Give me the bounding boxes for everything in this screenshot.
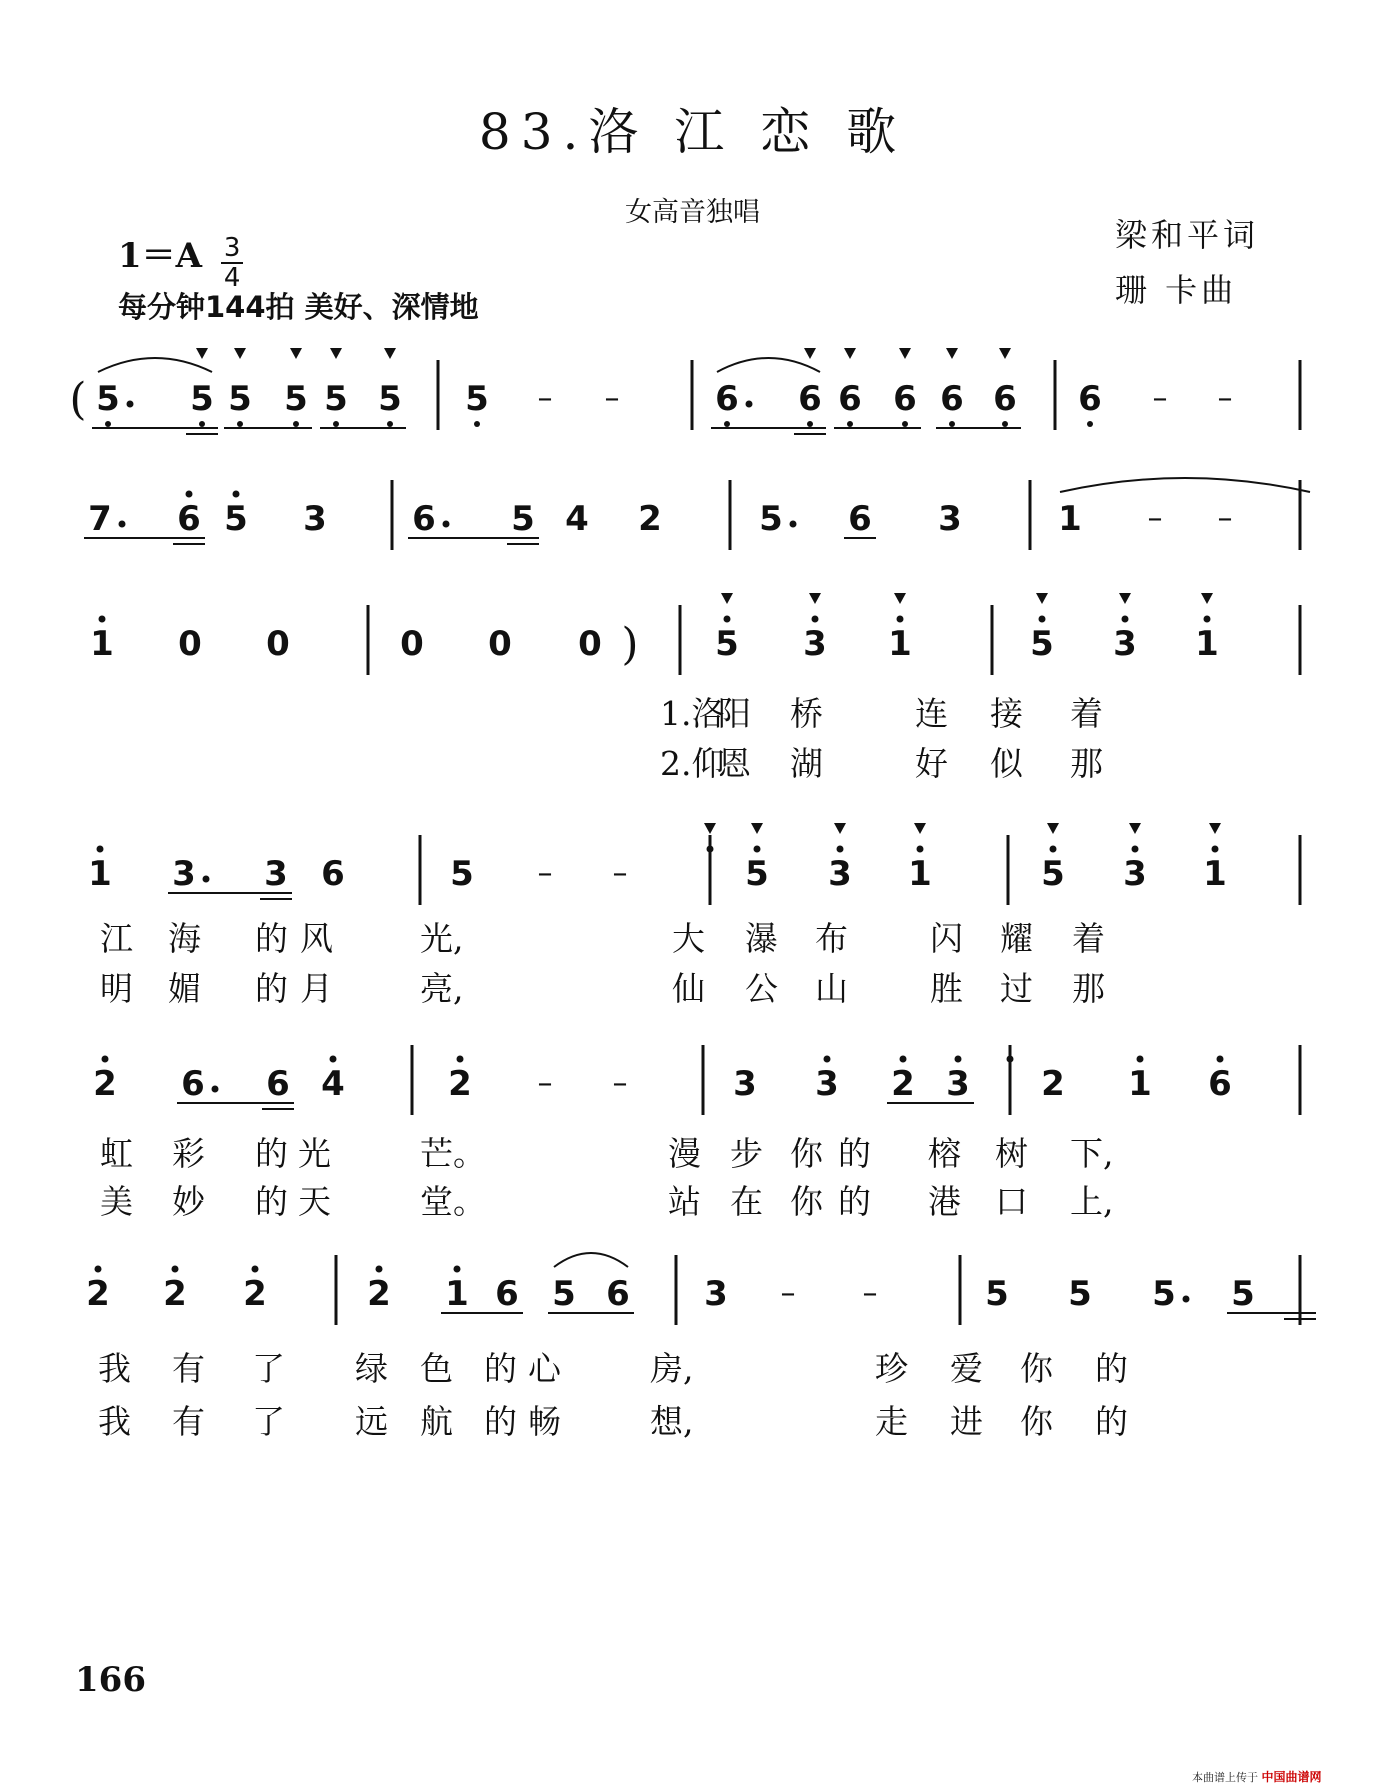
lyric-syllable: 漫 xyxy=(668,1134,701,1173)
octave-dot-high xyxy=(1217,1056,1224,1063)
bracket: ) xyxy=(621,619,639,670)
note: 6 xyxy=(266,1064,290,1104)
note: 2 xyxy=(243,1274,267,1314)
note: 1 xyxy=(1128,1064,1152,1104)
note: 0 xyxy=(400,624,424,664)
page-number: 166 xyxy=(75,1660,146,1700)
slur xyxy=(717,358,820,372)
lyric-syllable: 明 xyxy=(100,969,133,1008)
lyric-syllable: 的 xyxy=(484,1402,517,1441)
octave-dot-high xyxy=(99,616,106,623)
lyric-syllable: 的 xyxy=(838,1134,871,1173)
note: 2 xyxy=(93,1064,117,1104)
note: 6 xyxy=(606,1274,630,1314)
octave-dot-high xyxy=(754,846,761,853)
lyric-syllable: 桥 xyxy=(790,694,823,733)
lyric-syllable: 那 xyxy=(1070,744,1103,783)
lyric-syllable: 绿 xyxy=(355,1349,388,1388)
lyric-syllable: 仙 xyxy=(672,969,705,1008)
lyric-syllable: 珍 xyxy=(875,1349,908,1388)
note: 3 xyxy=(1113,624,1137,664)
accent-mark xyxy=(234,348,246,359)
octave-dot-low xyxy=(1087,421,1093,427)
octave-dot-low xyxy=(474,421,480,427)
accent-mark xyxy=(290,348,302,359)
extension-dash: – xyxy=(1217,501,1233,536)
accent-mark xyxy=(946,348,958,359)
accent-mark xyxy=(899,348,911,359)
note: 5 xyxy=(284,379,308,419)
note: 6 xyxy=(321,854,345,894)
octave-dot-low xyxy=(105,421,111,427)
extension-dash: – xyxy=(537,1066,553,1101)
accent-mark xyxy=(330,348,342,359)
note: 2 xyxy=(1041,1064,1065,1104)
note: 5 xyxy=(1068,1274,1092,1314)
lyric-syllable: 你 xyxy=(1020,1402,1053,1441)
tempo-marking: 每分钟144拍 美好、深情地 xyxy=(118,290,479,324)
octave-dot-low xyxy=(237,421,243,427)
lyric-syllable: 的 xyxy=(255,919,288,958)
lyric-syllable: 连 xyxy=(915,694,948,733)
note: 0 xyxy=(488,624,512,664)
accent-mark xyxy=(1129,823,1141,834)
lyric-syllable: 光 xyxy=(298,1134,331,1173)
note: 6 xyxy=(412,499,436,539)
site-name: 中国曲谱网 xyxy=(1261,1770,1322,1784)
lyric-syllable: 的 xyxy=(838,1182,871,1221)
lyric-syllable: 你 xyxy=(790,1182,823,1221)
lyric-syllable: 走 xyxy=(875,1402,908,1441)
extension-dash: – xyxy=(612,856,628,891)
performance-subtitle: 女高音独唱 xyxy=(625,197,760,228)
note: 5 xyxy=(96,379,120,419)
note: 5 xyxy=(511,499,535,539)
lyric-syllable: 风 xyxy=(300,919,333,958)
accent-mark xyxy=(1047,823,1059,834)
note: 5 xyxy=(552,1274,576,1314)
note: 5 xyxy=(745,854,769,894)
lyric-syllable: 美 xyxy=(100,1182,133,1221)
note: 2 xyxy=(367,1274,391,1314)
note: 4 xyxy=(321,1064,345,1104)
lyric-syllable: 亮, xyxy=(420,969,464,1008)
accent-mark xyxy=(1036,593,1048,604)
note: 0 xyxy=(178,624,202,664)
note: 3 xyxy=(1123,854,1147,894)
lyric-syllable: 航 xyxy=(420,1402,453,1441)
accent-mark xyxy=(704,823,716,834)
lyric-syllable: 有 xyxy=(172,1402,205,1441)
note: 7 xyxy=(88,499,112,539)
note: 6 xyxy=(848,499,872,539)
accent-mark xyxy=(844,348,856,359)
accent-mark xyxy=(1201,593,1213,604)
octave-dot-high xyxy=(897,616,904,623)
octave-dot-high xyxy=(172,1266,179,1273)
octave-dot-high xyxy=(252,1266,259,1273)
lyric-syllable: 色 xyxy=(420,1349,453,1388)
note: 3 xyxy=(704,1274,728,1314)
note: 5 xyxy=(759,499,783,539)
lyric-syllable: 了 xyxy=(252,1402,285,1441)
octave-dot-high xyxy=(837,846,844,853)
note: 6 xyxy=(798,379,822,419)
lyric-syllable: 媚 xyxy=(168,969,201,1008)
note: 6 xyxy=(177,499,201,539)
dotted-note-dot xyxy=(790,521,797,528)
upload-footer xyxy=(1192,1768,1322,1785)
lyric-syllable: 恩 xyxy=(718,744,751,783)
note: 5 xyxy=(985,1274,1009,1314)
octave-dot-high xyxy=(95,1266,102,1273)
dotted-note-dot xyxy=(127,401,134,408)
dotted-note-dot xyxy=(119,521,126,528)
note: 5 xyxy=(1030,624,1054,664)
lyric-syllable: 海 xyxy=(168,919,201,958)
lyric-syllable: 似 xyxy=(990,744,1023,783)
slur xyxy=(98,358,212,372)
note: 2 xyxy=(448,1064,472,1104)
lyric-syllable: 的 xyxy=(484,1349,517,1388)
note: 3 xyxy=(803,624,827,664)
accent-mark xyxy=(809,593,821,604)
extension-dash: – xyxy=(1152,381,1168,416)
lyric-syllable: 天 xyxy=(298,1182,331,1221)
accent-mark xyxy=(999,348,1011,359)
octave-dot-high xyxy=(1039,616,1046,623)
accent-mark xyxy=(196,348,208,359)
lyric-syllable: 那 xyxy=(1072,969,1105,1008)
note: 2 xyxy=(163,1274,187,1314)
accent-mark xyxy=(914,823,926,834)
lyric-syllable: 堂。 xyxy=(420,1182,486,1221)
lyric-syllable: 远 xyxy=(355,1402,388,1441)
note: 3 xyxy=(938,499,962,539)
note: 2 xyxy=(891,1064,915,1104)
composer-credit: 珊 卡曲 xyxy=(1115,271,1238,309)
note: 5 xyxy=(228,379,252,419)
octave-dot-low xyxy=(847,421,853,427)
octave-dot-high xyxy=(186,491,193,498)
accent-mark xyxy=(1119,593,1131,604)
lyric-syllable: 2.仰 xyxy=(660,744,725,783)
lyric-syllable: 房, xyxy=(650,1349,694,1388)
lyric-syllable: 瀑 xyxy=(745,919,778,958)
extension-dash: – xyxy=(604,381,620,416)
lyric-syllable: 湖 xyxy=(790,744,823,783)
lyric-syllable: 的 xyxy=(1095,1349,1128,1388)
lyric-syllable: 我 xyxy=(98,1402,131,1441)
octave-dot-high xyxy=(233,491,240,498)
lyric-syllable: 下, xyxy=(1070,1134,1114,1173)
octave-dot-high xyxy=(812,616,819,623)
extension-dash: – xyxy=(537,381,553,416)
note: 5 xyxy=(715,624,739,664)
note: 2 xyxy=(86,1274,110,1314)
note: 5 xyxy=(324,379,348,419)
octave-dot-high xyxy=(330,1056,337,1063)
octave-dot-low xyxy=(724,421,730,427)
lyric-syllable: 闪 xyxy=(930,919,963,958)
lyric-syllable: 的 xyxy=(255,1134,288,1173)
octave-dot-high xyxy=(1204,616,1211,623)
lyric-syllable: 大 xyxy=(672,919,705,958)
time-denominator: 4 xyxy=(223,262,241,293)
lyric-syllable: 你 xyxy=(1020,1349,1053,1388)
note: 5 xyxy=(190,379,214,419)
accent-mark xyxy=(721,593,733,604)
octave-dot-low xyxy=(387,421,393,427)
lyric-syllable: 你 xyxy=(790,1134,823,1173)
lyric-syllable: 的 xyxy=(1095,1402,1128,1441)
note: 5 xyxy=(1041,854,1065,894)
lyric-syllable: 光, xyxy=(420,919,464,958)
slur xyxy=(554,1253,628,1267)
lyric-syllable: 虹 xyxy=(100,1134,133,1173)
note: 1 xyxy=(1058,499,1082,539)
lyric-syllable: 江 xyxy=(100,919,133,958)
accent-mark xyxy=(804,348,816,359)
octave-dot-low xyxy=(807,421,813,427)
accent-mark xyxy=(834,823,846,834)
accent-mark xyxy=(751,823,763,834)
lyric-syllable: 想, xyxy=(650,1402,694,1441)
note: 1 xyxy=(888,624,912,664)
lyric-syllable: 彩 xyxy=(172,1134,205,1173)
note: 1 xyxy=(1195,624,1219,664)
dotted-note-dot xyxy=(203,876,210,883)
lyric-syllable: 的 xyxy=(255,969,288,1008)
lyric-syllable: 1.洛 xyxy=(660,694,725,733)
octave-dot-high xyxy=(707,846,714,853)
extension-dash: – xyxy=(1147,501,1163,536)
note: 0 xyxy=(266,624,290,664)
octave-dot-high xyxy=(900,1056,907,1063)
octave-dot-high xyxy=(1007,1056,1014,1063)
note: 0 xyxy=(578,624,602,664)
octave-dot-high xyxy=(917,846,924,853)
octave-dot-high xyxy=(1050,846,1057,853)
key-label: 1＝A xyxy=(118,236,203,276)
lyric-syllable: 了 xyxy=(252,1349,285,1388)
note: 5 xyxy=(1231,1274,1255,1314)
lyricist-credit: 梁和平词 xyxy=(1115,216,1260,254)
lyric-syllable: 耀 xyxy=(1000,919,1033,958)
octave-dot-high xyxy=(1212,846,1219,853)
note: 3 xyxy=(303,499,327,539)
octave-dot-high xyxy=(724,616,731,623)
octave-dot-low xyxy=(293,421,299,427)
octave-dot-high xyxy=(1137,1056,1144,1063)
dotted-note-dot xyxy=(746,401,753,408)
note: 1 xyxy=(1203,854,1227,894)
octave-dot-high xyxy=(97,846,104,853)
lyric-syllable: 有 xyxy=(172,1349,205,1388)
note: 5 xyxy=(465,379,489,419)
lyric-syllable: 站 xyxy=(668,1182,701,1221)
extension-dash: – xyxy=(780,1276,796,1311)
note: 1 xyxy=(90,624,114,664)
lyric-syllable: 过 xyxy=(1000,969,1033,1008)
octave-dot-low xyxy=(949,421,955,427)
lyric-syllable: 进 xyxy=(950,1402,983,1441)
note: 6 xyxy=(940,379,964,419)
dotted-note-dot xyxy=(1183,1296,1190,1303)
note: 6 xyxy=(1078,379,1102,419)
extension-dash: – xyxy=(537,856,553,891)
note: 6 xyxy=(495,1274,519,1314)
octave-dot-high xyxy=(1122,616,1129,623)
lyric-syllable: 山 xyxy=(815,969,848,1008)
note: 3 xyxy=(733,1064,757,1104)
octave-dot-high xyxy=(457,1056,464,1063)
note: 1 xyxy=(445,1274,469,1314)
dotted-note-dot xyxy=(443,521,450,528)
lyric-syllable: 公 xyxy=(745,969,778,1008)
lyric-syllable: 树 xyxy=(995,1134,1028,1173)
note: 1 xyxy=(88,854,112,894)
note: 5 xyxy=(378,379,402,419)
note: 5 xyxy=(450,854,474,894)
note: 6 xyxy=(838,379,862,419)
note: 6 xyxy=(181,1064,205,1104)
slur xyxy=(1060,478,1310,492)
note: 6 xyxy=(1208,1064,1232,1104)
note: 6 xyxy=(715,379,739,419)
lyric-syllable: 妙 xyxy=(172,1182,205,1221)
octave-dot-low xyxy=(199,421,205,427)
note: 3 xyxy=(946,1064,970,1104)
bracket: ( xyxy=(69,374,87,425)
lyric-syllable: 在 xyxy=(730,1182,763,1221)
lyric-syllable: 月 xyxy=(300,969,333,1008)
lyric-syllable: 步 xyxy=(730,1134,763,1173)
note: 6 xyxy=(993,379,1017,419)
lyric-syllable: 胜 xyxy=(930,969,963,1008)
extension-dash: – xyxy=(1217,381,1233,416)
lyric-syllable: 港 xyxy=(928,1182,961,1221)
note: 6 xyxy=(893,379,917,419)
octave-dot-high xyxy=(454,1266,461,1273)
lyric-syllable: 心 xyxy=(528,1349,561,1388)
octave-dot-low xyxy=(1002,421,1008,427)
octave-dot-high xyxy=(1132,846,1139,853)
song-title: 83.洛 江 恋 歌 xyxy=(478,103,907,161)
note: 4 xyxy=(565,499,589,539)
lyric-syllable: 接 xyxy=(990,694,1023,733)
note: 1 xyxy=(908,854,932,894)
lyric-syllable: 阳 xyxy=(718,694,751,733)
time-numerator: 3 xyxy=(223,232,241,263)
octave-dot-high xyxy=(955,1056,962,1063)
octave-dot-low xyxy=(333,421,339,427)
octave-dot-high xyxy=(102,1056,109,1063)
lyric-syllable: 我 xyxy=(98,1349,131,1388)
extension-dash: – xyxy=(862,1276,878,1311)
lyric-syllable: 口 xyxy=(995,1182,1028,1221)
dotted-note-dot xyxy=(212,1086,219,1093)
upload-prefix: 本曲谱上传于 xyxy=(1192,1771,1258,1784)
extension-dash: – xyxy=(612,1066,628,1101)
note: 3 xyxy=(264,854,288,894)
octave-dot-low xyxy=(902,421,908,427)
accent-mark xyxy=(1209,823,1221,834)
accent-mark xyxy=(384,348,396,359)
note: 5 xyxy=(1152,1274,1176,1314)
note: 3 xyxy=(828,854,852,894)
octave-dot-high xyxy=(376,1266,383,1273)
lyric-syllable: 上, xyxy=(1070,1182,1114,1221)
lyric-syllable: 好 xyxy=(915,744,948,783)
note: 5 xyxy=(224,499,248,539)
octave-dot-high xyxy=(824,1056,831,1063)
lyric-syllable: 的 xyxy=(255,1182,288,1221)
lyric-syllable: 着 xyxy=(1070,694,1103,733)
accent-mark xyxy=(894,593,906,604)
lyric-syllable: 布 xyxy=(815,919,848,958)
lyric-syllable: 着 xyxy=(1072,919,1105,958)
lyric-syllable: 榕 xyxy=(928,1134,961,1173)
lyric-syllable: 爱 xyxy=(950,1349,983,1388)
note: 3 xyxy=(815,1064,839,1104)
note: 2 xyxy=(638,499,662,539)
note: 3 xyxy=(172,854,196,894)
lyric-syllable: 畅 xyxy=(528,1402,561,1441)
lyric-syllable: 芒。 xyxy=(420,1134,486,1173)
